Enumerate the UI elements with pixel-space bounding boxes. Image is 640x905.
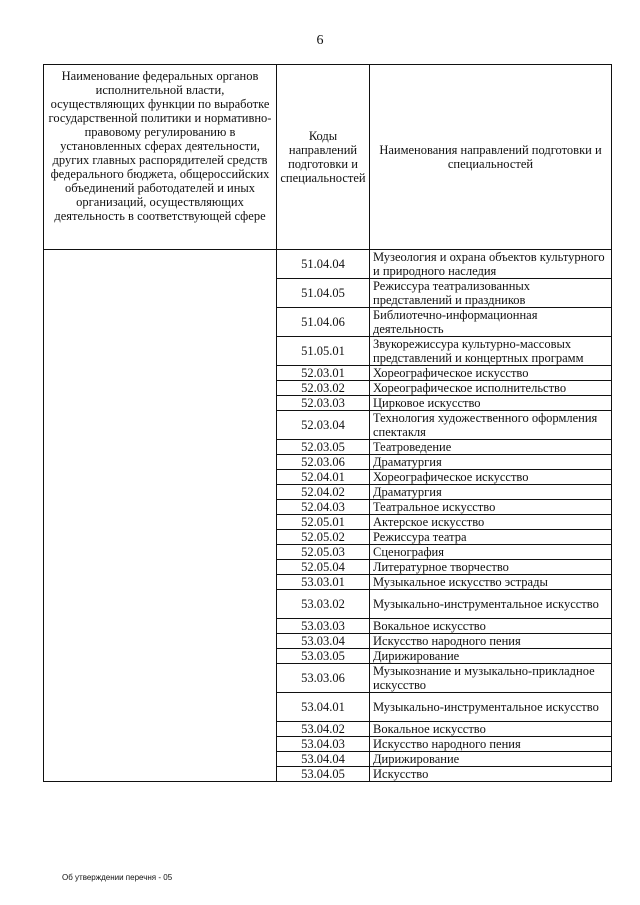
header-codes: Коды направлений подготовки и специальностей xyxy=(277,65,370,250)
name-cell: Хореографическое исполнительство xyxy=(370,381,612,396)
code-cell: 53.04.04 xyxy=(277,752,370,767)
name-cell: Дирижирование xyxy=(370,649,612,664)
code-cell: 53.03.04 xyxy=(277,634,370,649)
code-cell: 52.04.02 xyxy=(277,485,370,500)
name-cell: Технология художественного оформления спектакля xyxy=(370,411,612,440)
name-cell: Музыкознание и музыкально-прикладное искусство xyxy=(370,664,612,693)
name-cell: Музыкально-инструментальное искусство xyxy=(370,590,612,619)
code-cell: 52.05.02 xyxy=(277,530,370,545)
name-cell: Режиссура театра xyxy=(370,530,612,545)
code-cell: 52.03.06 xyxy=(277,455,370,470)
code-cell: 53.03.02 xyxy=(277,590,370,619)
name-cell: Звукорежиссура культурно-массовых представлений и концертных программ xyxy=(370,337,612,366)
name-cell: Вокальное искусство xyxy=(370,722,612,737)
code-cell: 51.04.05 xyxy=(277,279,370,308)
code-cell: 52.04.03 xyxy=(277,500,370,515)
code-cell: 53.04.02 xyxy=(277,722,370,737)
code-cell: 52.03.04 xyxy=(277,411,370,440)
code-cell: 53.03.03 xyxy=(277,619,370,634)
name-cell: Драматургия xyxy=(370,455,612,470)
name-cell: Драматургия xyxy=(370,485,612,500)
name-cell: Хореографическое искусство xyxy=(370,470,612,485)
name-cell: Сценография xyxy=(370,545,612,560)
table-header-row xyxy=(44,65,612,250)
code-cell: 52.05.01 xyxy=(277,515,370,530)
code-cell: 52.03.03 xyxy=(277,396,370,411)
name-cell: Хореографическое искусство xyxy=(370,366,612,381)
page-number: 6 xyxy=(316,33,324,48)
name-cell: Музыкально-инструментальное искусство xyxy=(370,693,612,722)
name-cell: Литературное творчество xyxy=(370,560,612,575)
name-cell: Библиотечно-информационная деятельность xyxy=(370,308,612,337)
code-cell: 51.05.01 xyxy=(277,337,370,366)
code-cell: 52.04.01 xyxy=(277,470,370,485)
name-cell: Искусство xyxy=(370,767,612,782)
name-cell: Театроведение xyxy=(370,440,612,455)
code-cell: 52.03.05 xyxy=(277,440,370,455)
code-cell: 53.04.05 xyxy=(277,767,370,782)
code-cell: 51.04.04 xyxy=(277,250,370,279)
name-cell: Театральное искусство xyxy=(370,500,612,515)
table-body xyxy=(44,250,612,782)
code-cell: 52.05.04 xyxy=(277,560,370,575)
code-cell: 53.04.03 xyxy=(277,737,370,752)
code-cell: 51.04.06 xyxy=(277,308,370,337)
code-cell: 52.03.02 xyxy=(277,381,370,396)
table-row xyxy=(44,250,612,279)
name-cell: Искусство народного пения xyxy=(370,634,612,649)
code-cell: 53.03.01 xyxy=(277,575,370,590)
header-organ: Наименование федеральных органов исполнительной власти, осуществляющих функции по выработке государственной политики и нормативно-правовому регулированию в установленных сферах деятельности, других главных распорядителей средств федерального бюджета, общероссийских объединений работодателей и иных организаций, осуществляющих деятельность в соответствующей сфере xyxy=(44,65,277,250)
footer-note: Об утверждении перечня - 05 xyxy=(62,873,173,882)
name-cell: Музыкальное искусство эстрады xyxy=(370,575,612,590)
header-names: Наименования направлений подготовки и специальностей xyxy=(370,65,612,250)
code-cell: 53.03.05 xyxy=(277,649,370,664)
code-cell: 53.03.06 xyxy=(277,664,370,693)
code-cell: 53.04.01 xyxy=(277,693,370,722)
code-cell: 52.05.03 xyxy=(277,545,370,560)
name-cell: Цирковое искусство xyxy=(370,396,612,411)
organ-cell-empty xyxy=(44,250,277,782)
name-cell: Актерское искусство xyxy=(370,515,612,530)
code-cell: 52.03.01 xyxy=(277,366,370,381)
name-cell: Искусство народного пения xyxy=(370,737,612,752)
name-cell: Музеология и охрана объектов культурного и природного наследия xyxy=(370,250,612,279)
specialties-table xyxy=(43,64,612,782)
name-cell: Вокальное искусство xyxy=(370,619,612,634)
name-cell: Дирижирование xyxy=(370,752,612,767)
name-cell: Режиссура театрализованных представлений и праздников xyxy=(370,279,612,308)
